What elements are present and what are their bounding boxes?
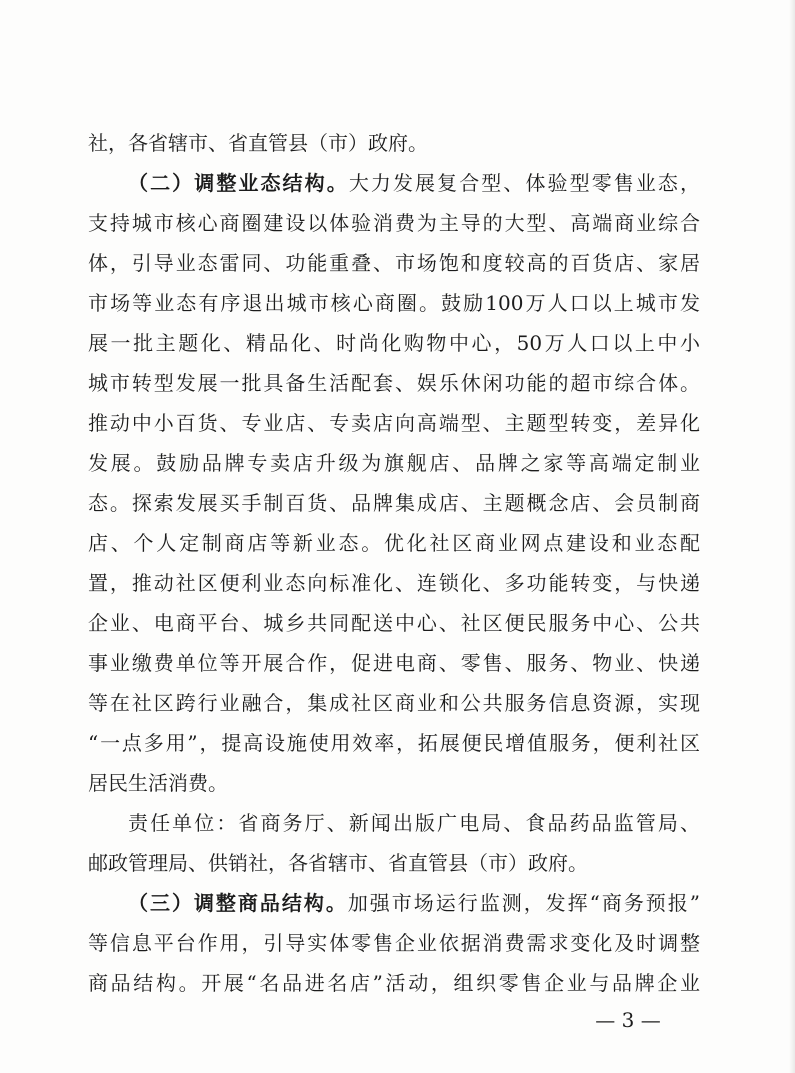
text-line: 态。探索发展买手制百货、品牌集成店、主题概念店、会员制商 (88, 491, 700, 515)
responsible-units-line: 责任单位：省商务厅、新闻出版广电局、食品药品监管局、 (128, 811, 700, 835)
text-line: 展一批主题化、精品化、时尚化购物中心，50万人口以上中小 (88, 331, 700, 355)
text-line: 商品结构。开展“名品进名店”活动，组织零售企业与品牌企业 (88, 971, 700, 995)
text-line: 城市转型发展一批具备生活配套、娱乐休闲功能的超市综合体。 (88, 371, 700, 395)
text-line: 企业、电商平台、城乡共同配送中心、社区便民服务中心、公共 (88, 611, 700, 635)
page-number: — 3 — (595, 1008, 661, 1032)
text-line: 居民生活消费。 (88, 771, 228, 795)
paragraph-3-first-line (128, 891, 700, 915)
text-line: 社，各省辖市、省直管县（市）政府。 (88, 131, 428, 155)
text-line: 邮政管理局、供销社，各省辖市、省直管县（市）政府。 (88, 851, 588, 875)
text-line: 事业缴费单位等开展合作，促进电商、零售、服务、物业、快递 (88, 651, 700, 675)
text-line: 置，推动社区便利业态向标准化、连锁化、多功能转变，与快递 (88, 571, 700, 595)
text-run: 大力发展复合型、体验型零售业态， (348, 171, 700, 195)
text-line: 支持城市核心商圈建设以体验消费为主导的大型、高端商业综合 (88, 211, 700, 235)
text-line: 推动中小百货、专业店、专卖店向高端型、主题型转变，差异化 (88, 411, 700, 435)
section-heading-3: （三）调整商品结构。 (128, 891, 348, 915)
paragraph-2-first-line (128, 171, 700, 195)
section-heading-2: （二）调整业态结构。 (128, 171, 349, 195)
text-line: 等信息平台作用，引导实体零售企业依据消费需求变化及时调整 (88, 931, 700, 955)
text-line: “一点多用”，提高设施使用效率，拓展便民增值服务，便利社区 (88, 731, 700, 755)
text-run: 加强市场运行监测，发挥“商务预报” (347, 891, 700, 915)
text-line: 店、个人定制商店等新业态。优化社区商业网点建设和业态配 (88, 531, 700, 555)
text-line: 等在社区跨行业融合，集成社区商业和公共服务信息资源，实现 (88, 691, 700, 715)
text-line: 市场等业态有序退出城市核心商圈。鼓励100万人口以上城市发 (88, 291, 700, 315)
text-line: 体，引导业态雷同、功能重叠、市场饱和度较高的百货店、家居 (88, 251, 700, 275)
scan-edge-shadow (789, 0, 795, 1073)
text-line: 发展。鼓励品牌专卖店升级为旗舰店、品牌之家等高端定制业 (88, 451, 700, 475)
